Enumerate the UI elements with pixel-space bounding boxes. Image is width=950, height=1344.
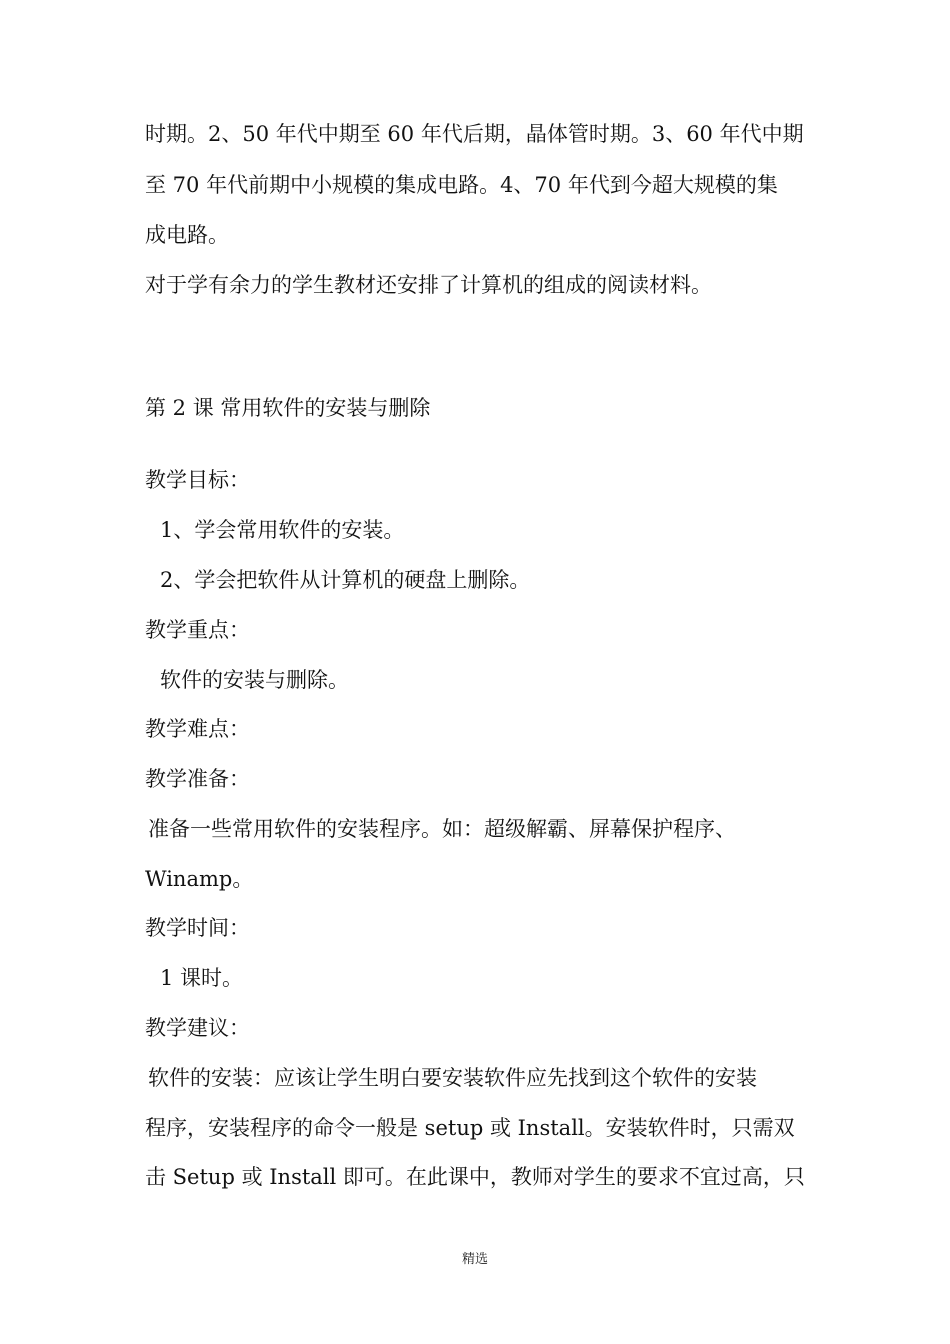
objective-item: 1、学会常用软件的安装。 <box>160 518 405 542</box>
suggestions-text: 程序，安装程序的命令一般是 setup 或 Install。安装软件时，只需双 <box>145 1116 795 1140</box>
objective-item: 2、学会把软件从计算机的硬盘上删除。 <box>160 568 531 592</box>
key-points-text: 软件的安装与删除。 <box>160 668 349 692</box>
section-heading-key-points: 教学重点： <box>145 618 250 642</box>
time-text: 1 课时。 <box>160 966 244 990</box>
section-heading-suggestions: 教学建议： <box>145 1016 250 1040</box>
preparation-text: 准备一些常用软件的安装程序。如：超级解霸、屏幕保护程序、 <box>148 817 736 841</box>
section-heading-difficulties: 教学难点： <box>145 717 250 741</box>
suggestions-text: 击 Setup 或 Install 即可。在此课中，教师对学生的要求不宜过高，只 <box>145 1165 805 1189</box>
suggestions-text: 软件的安装：应该让学生明白要安装软件应先找到这个软件的安装 <box>148 1066 757 1090</box>
page-footer: 精选 <box>461 1252 488 1267</box>
body-text-line: 至 70 年代前期中小规模的集成电路。4、70 年代到今超大规模的集 <box>145 173 778 197</box>
section-heading-time: 教学时间： <box>145 916 250 940</box>
body-text-line: 时期。2、50 年代中期至 60 年代后期，晶体管时期。3、60 年代中期 <box>145 122 804 146</box>
section-heading-objectives: 教学目标： <box>145 468 250 492</box>
section-heading-preparation: 教学准备： <box>145 767 250 791</box>
preparation-text: Winamp。 <box>145 867 254 891</box>
lesson-title: 第 2 课 常用软件的安装与删除 <box>145 396 431 420</box>
body-text-line: 成电路。 <box>145 223 229 247</box>
body-text-line: 对于学有余力的学生教材还安排了计算机的组成的阅读材料。 <box>145 273 712 297</box>
